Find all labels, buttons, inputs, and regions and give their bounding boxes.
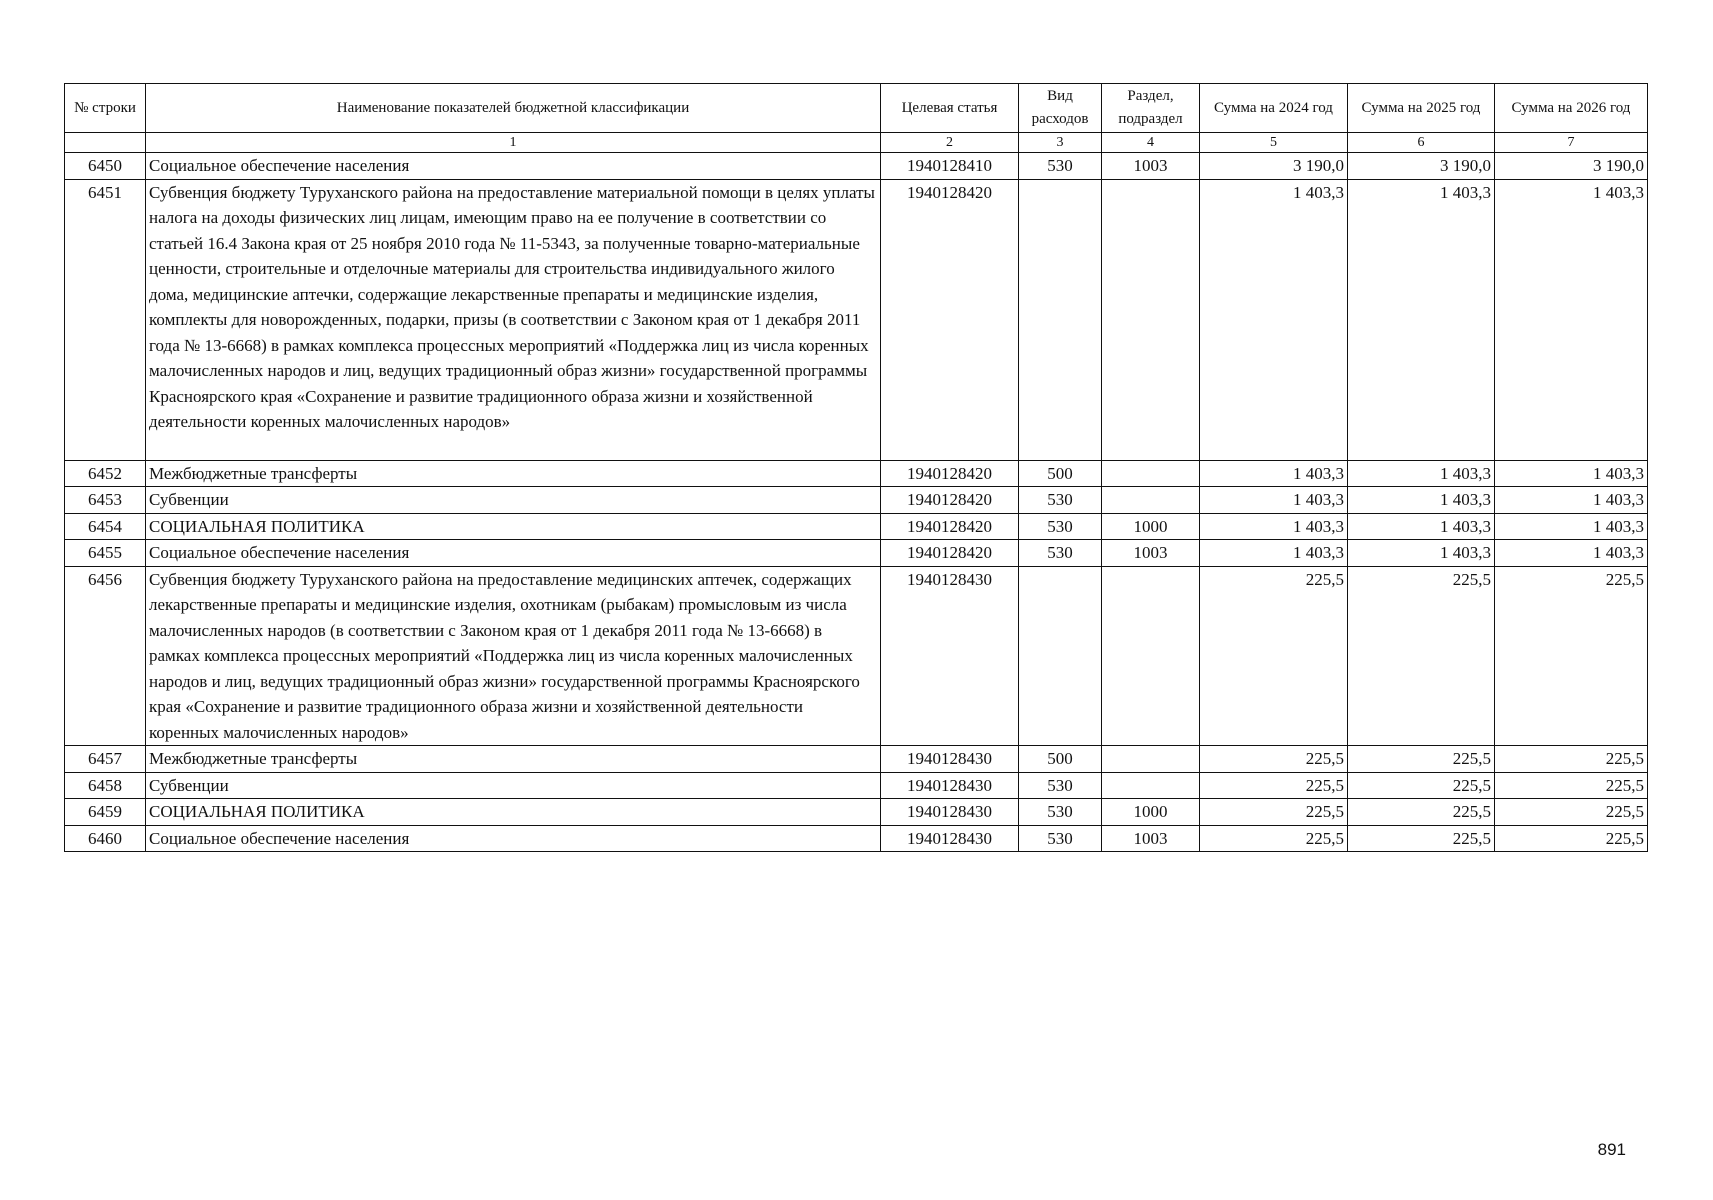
section: 1000 [1102, 513, 1200, 540]
section: 1000 [1102, 799, 1200, 826]
indicator-name: Субвенция бюджету Туруханского района на предоставление медицинских аптечек, содержащих лекарственные препараты и медицинские изделия, охотникам (рыбакам) промысловым из числа малочисленных народов (в соответствии с Законом края от 1 декабря 2011 года № 13-6668) в рамках комплекса процессных мероприятий «Поддержка лиц из числа коренных малочисленных народов и лиц, ведущих традиционный образ жизни» государственной программы Красноярского края «Сохранение и развитие традиционного образа жизни и хозяйственной деятельности коренных малочисленных народов» [146, 566, 881, 746]
target-article: 1940128430 [881, 825, 1019, 852]
section: 1003 [1102, 540, 1200, 567]
table-row [65, 825, 1648, 852]
column-number: 5 [1200, 133, 1348, 153]
row-number: 6460 [65, 825, 146, 852]
sum-2025: 225,5 [1348, 772, 1495, 799]
sum-2025: 1 403,3 [1348, 487, 1495, 514]
row-number: 6454 [65, 513, 146, 540]
sum-2025: 225,5 [1348, 825, 1495, 852]
expense-type: 530 [1019, 153, 1102, 180]
row-number: 6456 [65, 566, 146, 746]
table-row [65, 799, 1648, 826]
sum-2024: 225,5 [1200, 566, 1348, 746]
column-number: 2 [881, 133, 1019, 153]
indicator-name: Субвенции [146, 487, 881, 514]
column-number: 7 [1495, 133, 1648, 153]
row-number: 6450 [65, 153, 146, 180]
sum-2026: 3 190,0 [1495, 153, 1648, 180]
sum-2024: 1 403,3 [1200, 179, 1348, 460]
header-sum-2025: Сумма на 2025 год [1348, 84, 1495, 133]
sum-2026: 1 403,3 [1495, 487, 1648, 514]
sum-2026: 225,5 [1495, 566, 1648, 746]
section [1102, 746, 1200, 773]
sum-2026: 1 403,3 [1495, 540, 1648, 567]
sum-2024: 3 190,0 [1200, 153, 1348, 180]
sum-2026: 225,5 [1495, 799, 1648, 826]
sum-2025: 1 403,3 [1348, 460, 1495, 487]
section [1102, 566, 1200, 746]
column-number: 6 [1348, 133, 1495, 153]
row-number: 6457 [65, 746, 146, 773]
target-article: 1940128410 [881, 153, 1019, 180]
target-article: 1940128420 [881, 487, 1019, 514]
sum-2025: 225,5 [1348, 566, 1495, 746]
table-row [65, 179, 1648, 460]
row-number: 6455 [65, 540, 146, 567]
table-row [65, 487, 1648, 514]
expense-type: 530 [1019, 513, 1102, 540]
target-article: 1940128420 [881, 540, 1019, 567]
header-sum-2026: Сумма на 2026 год [1495, 84, 1648, 133]
sum-2025: 225,5 [1348, 746, 1495, 773]
indicator-name: Социальное обеспечение населения [146, 825, 881, 852]
sum-2026: 225,5 [1495, 825, 1648, 852]
table-row [65, 153, 1648, 180]
indicator-name: Межбюджетные трансферты [146, 746, 881, 773]
expense-type: 530 [1019, 772, 1102, 799]
sum-2026: 225,5 [1495, 772, 1648, 799]
expense-type: 500 [1019, 460, 1102, 487]
target-article: 1940128420 [881, 460, 1019, 487]
target-article: 1940128430 [881, 746, 1019, 773]
sum-2024: 1 403,3 [1200, 460, 1348, 487]
page-number: 891 [1597, 1140, 1626, 1159]
indicator-name: Социальное обеспечение населения [146, 153, 881, 180]
sum-2024: 225,5 [1200, 746, 1348, 773]
indicator-name: Субвенция бюджету Туруханского района на предоставление материальной помощи в целях уплаты налога на доходы физических лиц лицам, имеющим право на ее получение в соответствии со статьей 16.4 Закона края от 25 ноября 2010 года № 11-5343, за полученные товарно-материальные ценности, строительные и отделочные материалы для строительства индивидуального жилого дома, медицинские аптечки, содержащие лекарственные препараты и медицинские изделия, комплекты для новорожденных, подарки, призы (в соответствии с Законом края от 1 декабря 2011 года № 13-6668) в рамках комплекса процессных мероприятий «Поддержка лиц из числа коренных малочисленных народов и лиц, ведущих традиционный образ жизни» государственной программы Красноярского края «Сохранение и развитие традиционного образа жизни и хозяйственной деятельности коренных малочисленных народов» [146, 179, 881, 460]
section: 1003 [1102, 825, 1200, 852]
header-row [65, 84, 1648, 133]
expense-type [1019, 179, 1102, 460]
sum-2025: 1 403,3 [1348, 540, 1495, 567]
row-number: 6451 [65, 179, 146, 460]
target-article: 1940128420 [881, 179, 1019, 460]
target-article: 1940128420 [881, 513, 1019, 540]
expense-type: 530 [1019, 487, 1102, 514]
row-number: 6459 [65, 799, 146, 826]
expense-type: 530 [1019, 540, 1102, 567]
sum-2026: 225,5 [1495, 746, 1648, 773]
header-row-number: № строки [65, 84, 146, 133]
section [1102, 772, 1200, 799]
column-number: 4 [1102, 133, 1200, 153]
sum-2024: 1 403,3 [1200, 513, 1348, 540]
column-number-row [65, 133, 1648, 153]
table-body [65, 153, 1648, 852]
sum-2025: 1 403,3 [1348, 179, 1495, 460]
header-indicator-name: Наименование показателей бюджетной классификации [146, 84, 881, 133]
header-target-article: Целевая статья [881, 84, 1019, 133]
header-section: Раздел, подраздел [1102, 84, 1200, 133]
column-number: 1 [146, 133, 881, 153]
expense-type: 500 [1019, 746, 1102, 773]
indicator-name: Межбюджетные трансферты [146, 460, 881, 487]
target-article: 1940128430 [881, 772, 1019, 799]
sum-2026: 1 403,3 [1495, 179, 1648, 460]
table-row [65, 772, 1648, 799]
sum-2025: 225,5 [1348, 799, 1495, 826]
table-row [65, 540, 1648, 567]
expense-type: 530 [1019, 799, 1102, 826]
sum-2025: 1 403,3 [1348, 513, 1495, 540]
target-article: 1940128430 [881, 799, 1019, 826]
indicator-name: Субвенции [146, 772, 881, 799]
row-number: 6453 [65, 487, 146, 514]
sum-2025: 3 190,0 [1348, 153, 1495, 180]
expense-type [1019, 566, 1102, 746]
target-article: 1940128430 [881, 566, 1019, 746]
sum-2024: 1 403,3 [1200, 487, 1348, 514]
table-row [65, 460, 1648, 487]
table-row [65, 746, 1648, 773]
sum-2024: 225,5 [1200, 825, 1348, 852]
expense-type: 530 [1019, 825, 1102, 852]
table-row [65, 566, 1648, 746]
column-number: 3 [1019, 133, 1102, 153]
section [1102, 487, 1200, 514]
indicator-name: СОЦИАЛЬНАЯ ПОЛИТИКА [146, 799, 881, 826]
sum-2026: 1 403,3 [1495, 513, 1648, 540]
header-expense-type: Вид расходов [1019, 84, 1102, 133]
row-number: 6452 [65, 460, 146, 487]
section [1102, 179, 1200, 460]
row-number: 6458 [65, 772, 146, 799]
sum-2024: 1 403,3 [1200, 540, 1348, 567]
section [1102, 460, 1200, 487]
column-number [65, 133, 146, 153]
budget-table [64, 83, 1648, 852]
section: 1003 [1102, 153, 1200, 180]
header-sum-2024: Сумма на 2024 год [1200, 84, 1348, 133]
sum-2024: 225,5 [1200, 772, 1348, 799]
sum-2024: 225,5 [1200, 799, 1348, 826]
indicator-name: Социальное обеспечение населения [146, 540, 881, 567]
table-row [65, 513, 1648, 540]
indicator-name: СОЦИАЛЬНАЯ ПОЛИТИКА [146, 513, 881, 540]
sum-2026: 1 403,3 [1495, 460, 1648, 487]
